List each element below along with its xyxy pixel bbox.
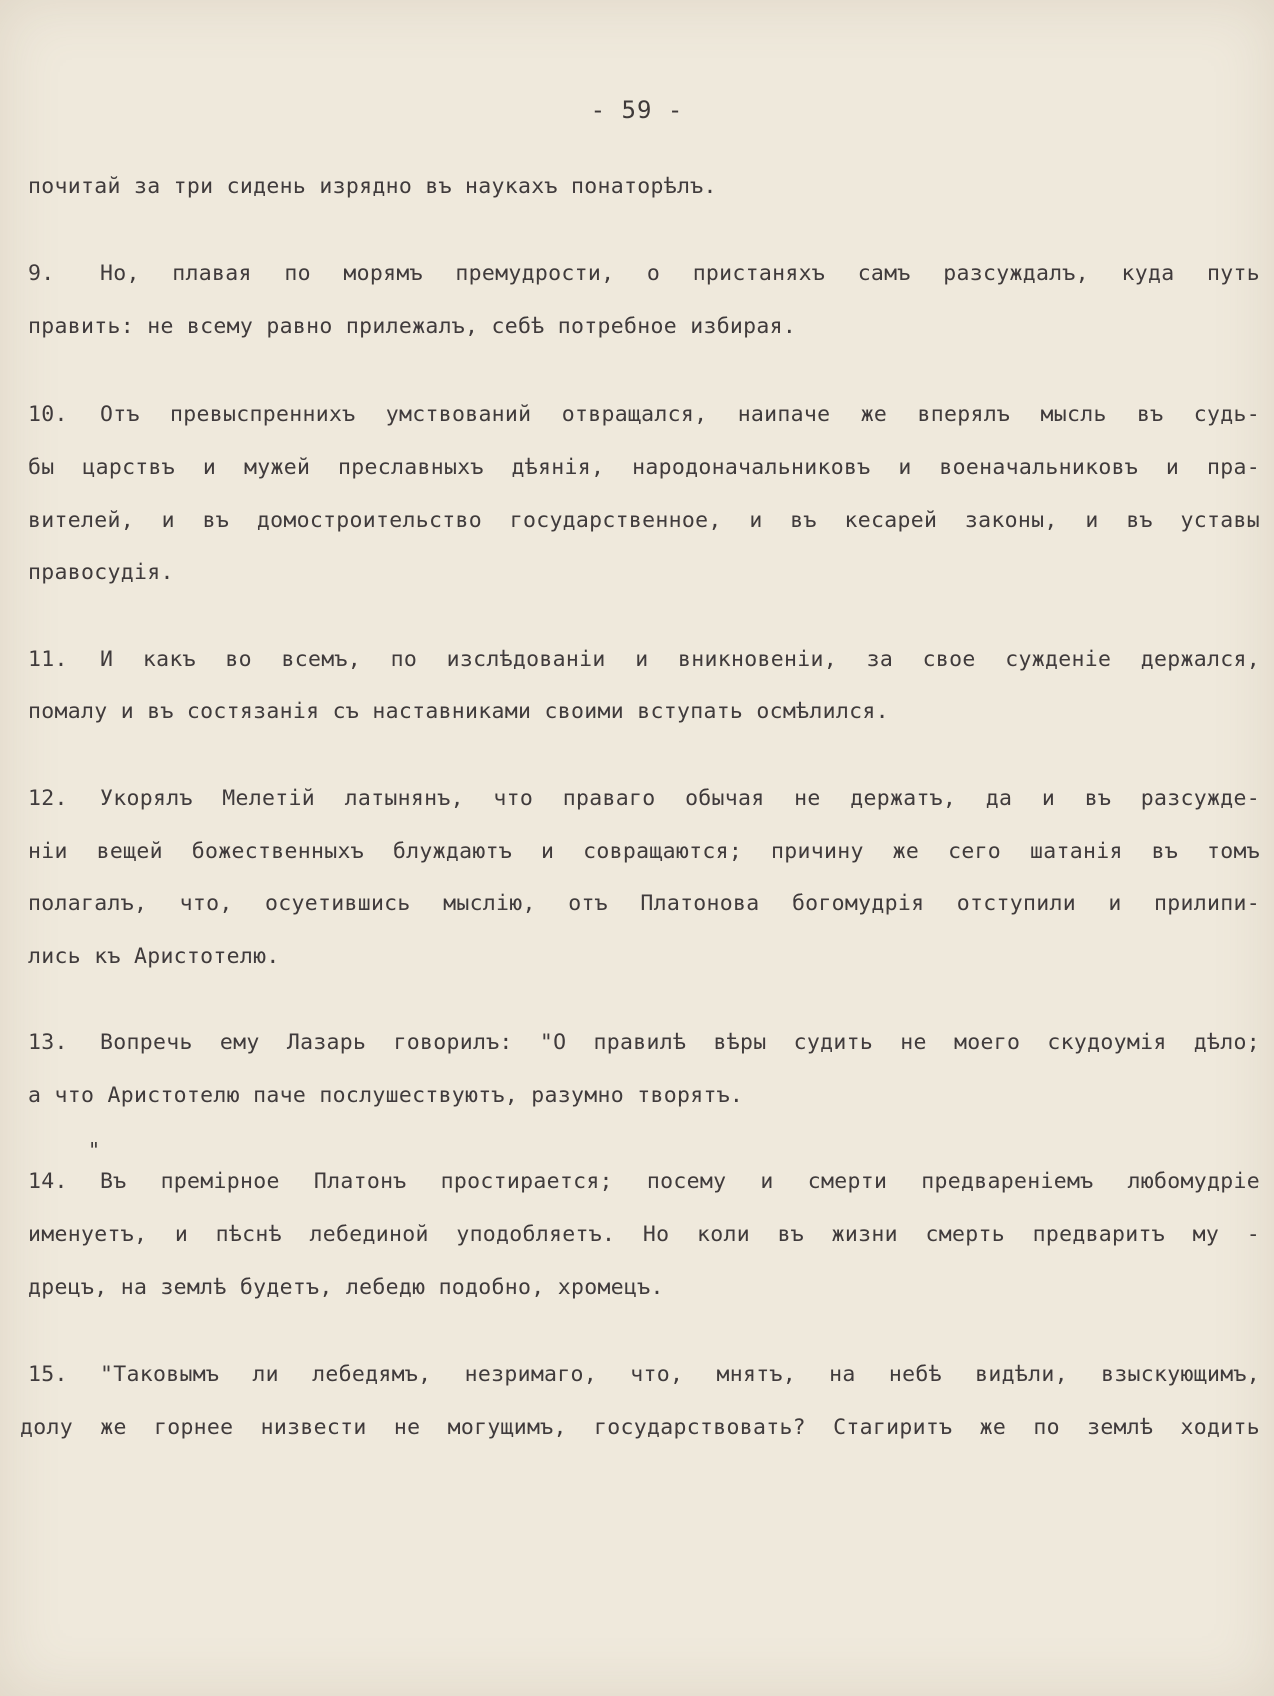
line-text: Отъ превыспреннихъ умствований отвращался, наипаче же вперялъ мысль въ судь-: [100, 402, 1260, 427]
text-line: [28, 893, 1260, 915]
paragraph-number: 14.: [28, 1169, 68, 1194]
text-line: [28, 562, 1260, 584]
text-line: [28, 404, 1260, 426]
line-text: Укорялъ Мелетій латынянъ, что праваго обычая не держатъ, да и въ разсужде-: [100, 786, 1260, 811]
paragraph-number: 11.: [28, 647, 68, 672]
text-line: [28, 1224, 1260, 1246]
text-line: [28, 1032, 1260, 1054]
paragraph-number: 15.: [28, 1362, 68, 1387]
text-line: [28, 1277, 1260, 1299]
text-line: [20, 1417, 1260, 1439]
line-text: И какъ во всемъ, по изслѣдованіи и вникновеніи, за свое сужденіе держался,: [100, 647, 1260, 672]
margin-quote-mark: ": [88, 1138, 101, 1162]
line-text: правосудія.: [28, 560, 174, 585]
line-text: Но, плавая по морямъ премудрости, о пристаняхъ самъ разсуждалъ, куда путь: [100, 261, 1260, 286]
line-text: вителей, и въ домостроительство государственное, и въ кесарей законы, и въ уставы: [28, 508, 1260, 533]
page-number: - 59 -: [590, 96, 684, 124]
text-line: [28, 1364, 1260, 1386]
line-text: а что Аристотелю паче послушествуютъ, разумно творятъ.: [28, 1083, 744, 1108]
line-text: бы царствъ и мужей преславныхъ дѣянія, народоначальниковъ и военачальниковъ и пра-: [28, 455, 1260, 480]
text-line: [28, 701, 1260, 723]
paragraph-number: 9.: [28, 261, 55, 286]
paragraph-number: 12.: [28, 786, 68, 811]
line-text: помалу и въ состязанія съ наставниками своими вступать осмѣлился.: [28, 699, 889, 724]
paragraph-number: 13.: [28, 1030, 68, 1055]
text-line: [28, 263, 1260, 285]
text-line: [28, 1171, 1260, 1193]
text-line: [28, 457, 1260, 479]
line-text: Вопречь ему Лазарь говорилъ: "О правилѣ вѣры судить не моего скудоумія дѣло;: [100, 1030, 1260, 1055]
line-text: почитай за три сидень изрядно въ наукахъ понаторѣлъ.: [28, 174, 717, 199]
text-line: [28, 946, 1260, 968]
text-line: [28, 316, 1260, 338]
line-text: Въ премірное Платонъ простирается; посему и смерти предвареніемъ любомудріе: [100, 1169, 1260, 1194]
text-line: [28, 649, 1260, 671]
line-text: лись къ Аристотелю.: [28, 944, 280, 969]
line-text: именуетъ, и пѣснѣ лебединой уподобляетъ. Но коли въ жизни смерть предваритъ му -: [28, 1222, 1260, 1247]
text-line: [28, 841, 1260, 863]
text-line: [28, 1085, 1260, 1107]
line-text: полагалъ, что, осуетившись мыслію, отъ Платонова богомудрія отступили и прилипи-: [28, 891, 1260, 916]
line-text: дрецъ, на землѣ будетъ, лебедю подобно, хромецъ.: [28, 1275, 664, 1300]
text-line: [28, 510, 1260, 532]
text-line: [28, 788, 1260, 810]
paragraph-number: 10.: [28, 402, 68, 427]
text-line: [28, 176, 1260, 198]
line-text: править: не всему равно прилежалъ, себѣ потребное избирая.: [28, 314, 797, 339]
line-text: ніи вещей божественныхъ блуждаютъ и совращаются; причину же сего шатанія въ томъ: [28, 839, 1260, 864]
line-text: долу же горнее низвести не могущимъ, государствовать? Стагиритъ же по землѣ ходить: [20, 1415, 1260, 1440]
line-text: "Таковымъ ли лебедямъ, незримаго, что, мнятъ, на небѣ видѣли, взыскующимъ,: [100, 1362, 1260, 1387]
